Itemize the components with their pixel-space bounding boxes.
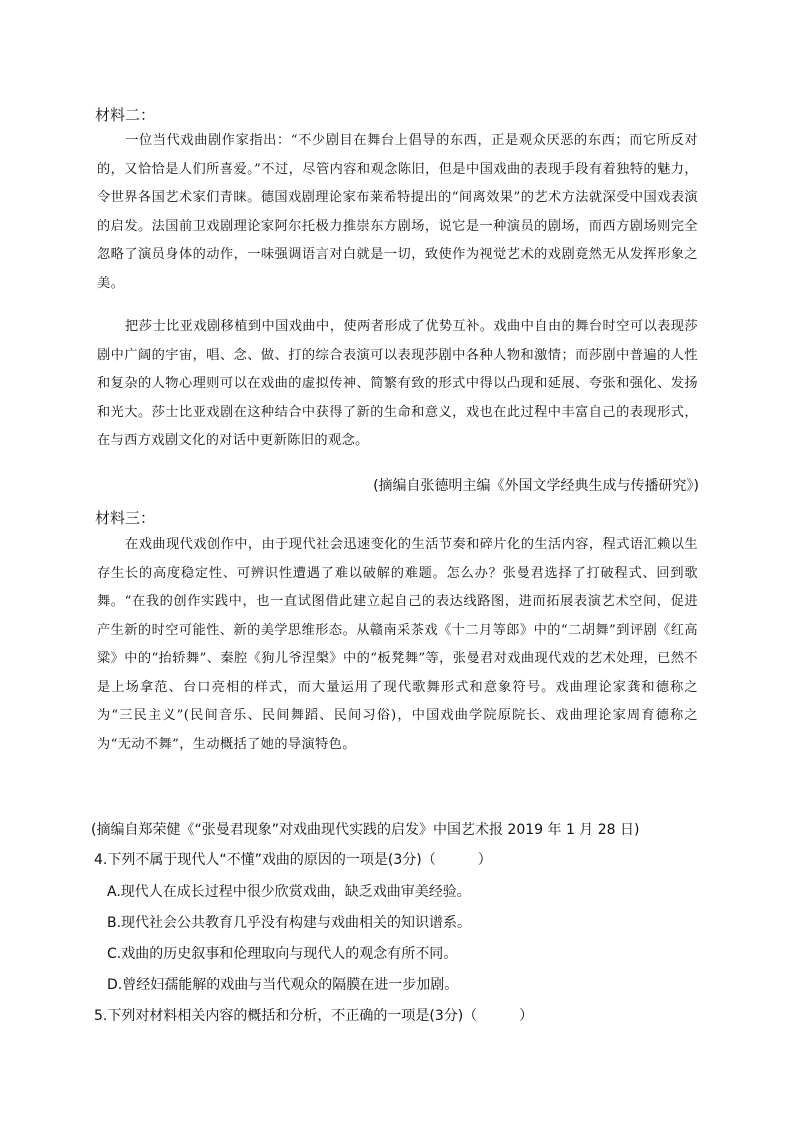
material-3-heading: 材料三： [95,509,156,527]
question-4-option-a: A.现代人在成长过程中很少欣赏戏曲，缺乏戏曲审美经验。 [107,884,471,900]
material-2-source: (摘编自张德明主编《外国文学经典生成与传播研究》) [373,478,699,494]
material-2-paragraph-1: 一位当代戏曲剧作家指出：“不少剧目在舞台上倡导的东西，正是观众厌恶的东西；而它所反对的，又恰恰是人们所喜爱。”不过，尽管内容和观念陈旧，但是中国戏曲的表现手段有着独特的魅力，令世界各国艺术家们青睐。德国戏剧理论家布莱希特提出的“间离效果”的艺术方法就深受中国戏表演的启发。法国前卫戏剧理论家阿尔托极力推崇东方剧场，说它是一种演员的剧场，而西方剧场则完全忽略了演员身体的动作，一味强调语言对白就是一切，致使作为视觉艺术的戏剧竟然无从发挥形象之美。 [97,133,698,291]
material-3-source: (摘编自郑荣健《“张曼君现象”对戏曲现代实践的启发》中国艺术报 2019 年 1 月 28 日) [91,822,640,838]
question-5-stem: 5.下列对材料相关内容的概括和分析，不正确的一项是(3分)（ ） [94,1008,534,1024]
question-4-option-b: B.现代社会公共教育几乎没有构建与戏曲相关的知识谱系。 [107,915,472,931]
question-4-option-d: D.曾经妇孺能解的戏曲与当代观众的隔膜在进一步加剧。 [107,977,459,993]
question-4-option-c: C.戏曲的历史叙事和伦理取向与现代人的观念有所不同。 [107,946,458,962]
material-2-paragraph-2: 把莎士比亚戏剧移植到中国戏曲中，使两者形成了优势互补。戏曲中自由的舞台时空可以表现莎剧中广阔的宇宙，唱、念、做、打的综合表演可以表现莎剧中各种人物和激情；而莎剧中普遍的人性和复杂的人物心理则可以在戏曲的虚拟传神、简繁有致的形式中得以凸现和延展、夸张和强化、发扬和光大。莎士比亚戏剧在这种结合中获得了新的生命和意义，戏也在此过程中丰富自己的表现形式，在与西方戏剧文化的对话中更新陈旧的观念。 [97,319,698,448]
material-3-paragraph: 在戏曲现代戏创作中，由于现代社会迅速变化的生活节奏和碎片化的生活内容，程式语汇赖以生存生长的高度稳定性、可辨识性遭遇了难以破解的难题。怎么办？张曼君选择了打破程式、回到歌舞。“在我的创作实践中，也一直试图借此建立起自己的表达线路图，进而拓展表演艺术空间，促进产生新的时空可能性、新的美学思维形态。从赣南采茶戏《十二月等郎》中的“二胡舞”到评剧《红高粱》中的“抬轿舞”、秦腔《狗儿爷涅槃》中的“板凳舞”等，张曼君对戏曲现代戏的艺术处理，已然不是上场拿范、台口亮相的样式，而大量运用了现代歌舞形式和意象符号。戏曲理论家龚和德称之为“三民主义”(民间音乐、民间舞蹈、民间习俗)，中国戏曲学院原院长、戏曲理论家周育德称之为“无动不舞”，生动概括了她的导演特色。 [97,537,698,752]
material-2-heading: 材料二： [95,106,156,124]
question-4-stem: 4.下列不属于现代人“不懂”戏曲的原因的一项是(3分)（ ） [94,852,492,868]
